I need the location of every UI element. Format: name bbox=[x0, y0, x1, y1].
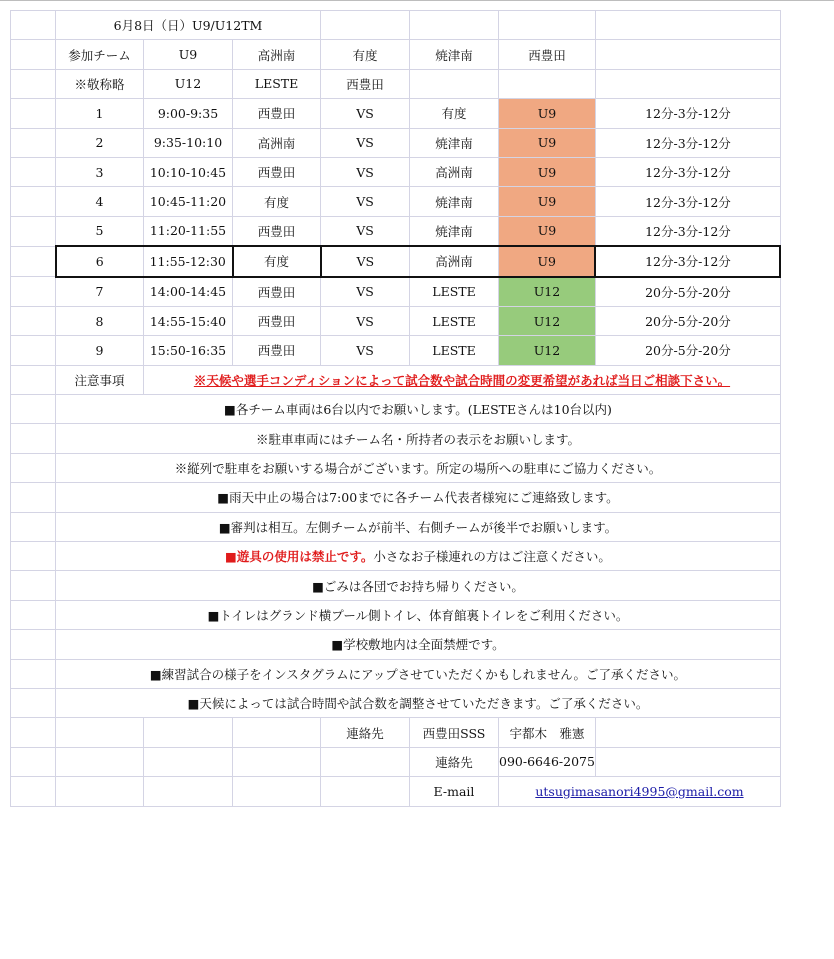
match-time: 15:50-16:35 bbox=[144, 336, 233, 365]
match-time: 9:00-9:35 bbox=[144, 99, 233, 128]
cell bbox=[499, 69, 596, 98]
away-team: 高洲南 bbox=[410, 157, 499, 186]
home-team: 西豊田 bbox=[233, 336, 321, 365]
cell bbox=[11, 659, 56, 688]
home-team: 西豊田 bbox=[233, 277, 321, 307]
u9-team: 西豊田 bbox=[499, 40, 596, 69]
match-row bbox=[11, 128, 781, 157]
vs-label: VS bbox=[321, 99, 410, 128]
contact-row bbox=[11, 777, 781, 806]
schedule-table bbox=[10, 10, 781, 807]
home-team: 西豊田 bbox=[233, 216, 321, 246]
category-badge: U9 bbox=[499, 216, 596, 246]
match-number: 7 bbox=[56, 277, 144, 307]
cell bbox=[595, 40, 780, 69]
away-team: 焼津南 bbox=[410, 128, 499, 157]
teams-label: 参加チーム bbox=[56, 40, 144, 69]
home-team: 高洲南 bbox=[233, 128, 321, 157]
u9-teams-row bbox=[11, 40, 781, 69]
away-team: LESTE bbox=[410, 336, 499, 365]
category-badge: U9 bbox=[499, 187, 596, 216]
match-row bbox=[11, 246, 781, 276]
match-time: 11:20-11:55 bbox=[144, 216, 233, 246]
match-format: 12分-3分-12分 bbox=[595, 187, 780, 216]
match-format: 20分-5分-20分 bbox=[595, 306, 780, 335]
match-row bbox=[11, 277, 781, 307]
match-row bbox=[11, 187, 781, 216]
match-format: 20分-5分-20分 bbox=[595, 277, 780, 307]
cell bbox=[321, 11, 410, 40]
schedule-sheet bbox=[10, 10, 781, 807]
email-cell bbox=[499, 777, 781, 806]
category-badge: U9 bbox=[499, 99, 596, 128]
cell bbox=[11, 718, 56, 747]
cell bbox=[321, 777, 410, 806]
match-row bbox=[11, 306, 781, 335]
vs-label: VS bbox=[321, 128, 410, 157]
vs-label: VS bbox=[321, 306, 410, 335]
note-text: ※縦列で駐車をお願いする場合がございます。所定の場所への駐車にご協力ください。 bbox=[56, 453, 781, 482]
cell bbox=[233, 777, 321, 806]
category-badge: U9 bbox=[499, 128, 596, 157]
cell bbox=[11, 246, 56, 276]
u12-team: 西豊田 bbox=[321, 69, 410, 98]
contact-label: 連絡先 bbox=[321, 718, 410, 747]
cell bbox=[56, 718, 144, 747]
cell bbox=[11, 630, 56, 659]
cell bbox=[11, 365, 56, 394]
home-team: 有度 bbox=[233, 246, 321, 276]
warning-text: ※天候や選手コンディションによって試合数や試合時間の変更希望があれば当日ご相談下さい。 bbox=[144, 365, 781, 394]
cell bbox=[233, 718, 321, 747]
note-row bbox=[11, 483, 781, 512]
title-row bbox=[11, 11, 781, 40]
match-number: 4 bbox=[56, 187, 144, 216]
cell bbox=[11, 453, 56, 482]
note-text: ■各チーム車両は6台以内でお願いします。(LESTEさんは10台以内) bbox=[56, 395, 781, 424]
note-row bbox=[11, 453, 781, 482]
match-format: 12分-3分-12分 bbox=[595, 216, 780, 246]
cell bbox=[144, 747, 233, 776]
match-format: 20分-5分-20分 bbox=[595, 336, 780, 365]
u9-label: U9 bbox=[144, 40, 233, 69]
cell bbox=[11, 600, 56, 629]
category-badge: U12 bbox=[499, 336, 596, 365]
vs-label: VS bbox=[321, 246, 410, 276]
phone-number: 090-6646-2075 bbox=[499, 747, 596, 776]
cell bbox=[595, 69, 780, 98]
note-row bbox=[11, 630, 781, 659]
vs-label: VS bbox=[321, 216, 410, 246]
match-row bbox=[11, 99, 781, 128]
phone-label: 連絡先 bbox=[410, 747, 499, 776]
cell bbox=[11, 128, 56, 157]
match-time: 10:45-11:20 bbox=[144, 187, 233, 216]
cell bbox=[11, 483, 56, 512]
away-team: 焼津南 bbox=[410, 216, 499, 246]
match-row bbox=[11, 157, 781, 186]
away-team: LESTE bbox=[410, 306, 499, 335]
cell bbox=[11, 306, 56, 335]
u9-team: 高洲南 bbox=[233, 40, 321, 69]
home-team: 西豊田 bbox=[233, 157, 321, 186]
cell bbox=[410, 69, 499, 98]
cell bbox=[11, 99, 56, 128]
cell bbox=[56, 777, 144, 806]
page-title: 6月8日（日）U9/U12TM bbox=[56, 11, 321, 40]
match-number: 5 bbox=[56, 216, 144, 246]
note-row bbox=[11, 659, 781, 688]
note-text: ■学校敷地内は全面禁煙です。 bbox=[56, 630, 781, 659]
note-text: ■ごみは各団でお持ち帰りください。 bbox=[56, 571, 781, 600]
u12-teams-row bbox=[11, 69, 781, 98]
email-label: E-mail bbox=[410, 777, 499, 806]
page-top-rule bbox=[0, 0, 834, 1]
note-text: ■トイレはグランド横プール側トイレ、体育館裏トイレをご利用ください。 bbox=[56, 600, 781, 629]
note-text: ■天候によっては試合時間や試合数を調整させていただきます。ご了承ください。 bbox=[56, 688, 781, 717]
cell bbox=[11, 157, 56, 186]
cell bbox=[11, 216, 56, 246]
note-text: ■練習試合の様子をインスタグラムにアップさせていただくかもしれません。ご了承ください。 bbox=[56, 659, 781, 688]
cell bbox=[595, 718, 780, 747]
note-row bbox=[11, 571, 781, 600]
cell bbox=[11, 11, 56, 40]
away-team: 高洲南 bbox=[410, 246, 499, 276]
match-time: 14:55-15:40 bbox=[144, 306, 233, 335]
match-time: 10:10-10:45 bbox=[144, 157, 233, 186]
match-row bbox=[11, 216, 781, 246]
honorific-note: ※敬称略 bbox=[56, 69, 144, 98]
match-format: 12分-3分-12分 bbox=[595, 157, 780, 186]
match-row bbox=[11, 336, 781, 365]
cell bbox=[233, 747, 321, 776]
cell bbox=[321, 747, 410, 776]
vs-label: VS bbox=[321, 277, 410, 307]
vs-label: VS bbox=[321, 157, 410, 186]
u9-team: 焼津南 bbox=[410, 40, 499, 69]
category-badge: U9 bbox=[499, 157, 596, 186]
cell bbox=[11, 777, 56, 806]
note-emphasis: ■遊具の使用は禁止です。 bbox=[225, 549, 374, 565]
cell bbox=[11, 395, 56, 424]
cell bbox=[11, 688, 56, 717]
cell bbox=[11, 424, 56, 453]
contact-row bbox=[11, 747, 781, 776]
category-badge: U12 bbox=[499, 306, 596, 335]
cell bbox=[11, 336, 56, 365]
note-row bbox=[11, 542, 781, 571]
note-text: ■審判は相互。左側チームが前半、右側チームが後半でお願いします。 bbox=[56, 512, 781, 541]
note-text: ※駐車車両にはチーム名・所持者の表示をお願いします。 bbox=[56, 424, 781, 453]
u12-label: U12 bbox=[144, 69, 233, 98]
cell bbox=[11, 187, 56, 216]
notes-label: 注意事項 bbox=[56, 365, 144, 394]
note-row bbox=[11, 424, 781, 453]
match-format: 12分-3分-12分 bbox=[595, 246, 780, 276]
match-number: 3 bbox=[56, 157, 144, 186]
cell bbox=[56, 747, 144, 776]
match-time: 14:00-14:45 bbox=[144, 277, 233, 307]
category-badge: U9 bbox=[499, 246, 596, 276]
vs-label: VS bbox=[321, 187, 410, 216]
away-team: 焼津南 bbox=[410, 187, 499, 216]
match-format: 12分-3分-12分 bbox=[595, 128, 780, 157]
u12-team: LESTE bbox=[233, 69, 321, 98]
cell bbox=[499, 11, 596, 40]
cell bbox=[595, 11, 780, 40]
cell bbox=[11, 69, 56, 98]
cell bbox=[11, 512, 56, 541]
category-badge: U12 bbox=[499, 277, 596, 307]
cell bbox=[410, 11, 499, 40]
match-number: 8 bbox=[56, 306, 144, 335]
contact-club: 西豊田SSS bbox=[410, 718, 499, 747]
match-number: 9 bbox=[56, 336, 144, 365]
match-time: 11:55-12:30 bbox=[144, 246, 233, 276]
notes-header-row bbox=[11, 365, 781, 394]
note-row bbox=[11, 395, 781, 424]
cell bbox=[11, 747, 56, 776]
note-text bbox=[56, 542, 781, 571]
match-number: 6 bbox=[56, 246, 144, 276]
contact-person: 宇都木 雅憲 bbox=[499, 718, 596, 747]
u9-team: 有度 bbox=[321, 40, 410, 69]
note-text: ■雨天中止の場合は7:00までに各チーム代表者様宛にご連絡致します。 bbox=[56, 483, 781, 512]
away-team: LESTE bbox=[410, 277, 499, 307]
note-row bbox=[11, 512, 781, 541]
home-team: 西豊田 bbox=[233, 99, 321, 128]
home-team: 有度 bbox=[233, 187, 321, 216]
note-body: 小さなお子様連れの方はご注意ください。 bbox=[373, 549, 611, 565]
match-number: 2 bbox=[56, 128, 144, 157]
cell bbox=[11, 40, 56, 69]
cell bbox=[11, 542, 56, 571]
match-time: 9:35-10:10 bbox=[144, 128, 233, 157]
away-team: 有度 bbox=[410, 99, 499, 128]
cell bbox=[595, 747, 780, 776]
home-team: 西豊田 bbox=[233, 306, 321, 335]
match-format: 12分-3分-12分 bbox=[595, 99, 780, 128]
note-row bbox=[11, 600, 781, 629]
match-number: 1 bbox=[56, 99, 144, 128]
vs-label: VS bbox=[321, 336, 410, 365]
note-row bbox=[11, 688, 781, 717]
contact-row bbox=[11, 718, 781, 747]
cell bbox=[144, 718, 233, 747]
email-link[interactable]: utsugimasanori4995@gmail.com bbox=[535, 783, 744, 799]
cell bbox=[144, 777, 233, 806]
cell bbox=[11, 277, 56, 307]
cell bbox=[11, 571, 56, 600]
